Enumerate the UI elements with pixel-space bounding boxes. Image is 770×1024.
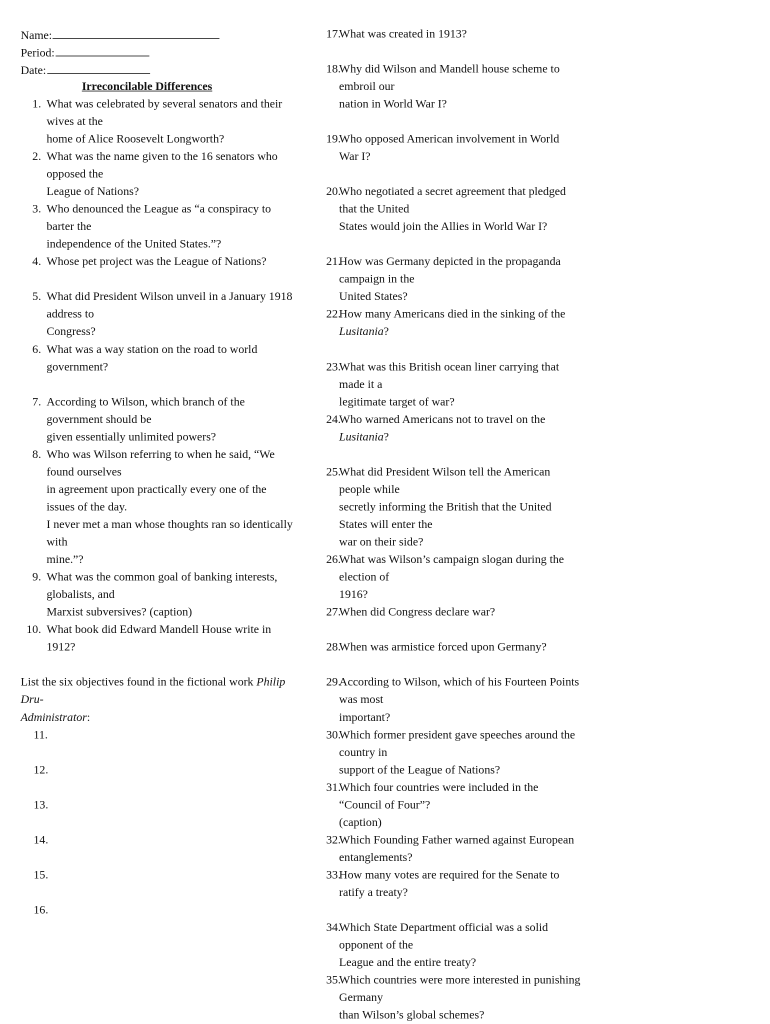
question-23: 23. What was this British ocean liner carrying that made it a legitimate target of war? [326,360,560,409]
name-blank[interactable] [53,25,220,39]
question-34: 34. Which State Department official was a solid opponent of the League and the entire treaty? [326,921,549,970]
question-20: 20. Who negotiated a secret agreement that pledged that the United States would join the Allies in World War I? [326,185,566,234]
question-35: 35. Which countries were more interested in punishing Germany than Wilson’s global schemes? [326,973,581,1022]
question-9: 9. What was the common goal of banking interests, globalists, and Marxist subversives? (caption) [32,570,278,619]
question-3: 3. Who denounced the League as “a conspiracy to barter the independence of the United States.”? [32,202,272,251]
question-33: 33. How many votes are required for the Senate to ratify a treaty? [326,868,560,900]
question-21: 21. How was Germany depicted in the propaganda campaign in the United States? [326,255,561,304]
question-2: 2. What was the name given to the 16 senators who opposed the League of Nations? [32,150,278,199]
question-7: 7. According to Wilson, which branch of the government should be given essentially unlimited powers? [32,395,245,444]
objective-14: 14. [33,833,49,847]
name-label: Name: [20,28,53,42]
objectives-instructions: List the six objectives found in the fictional work Philip Dru- Administrator: [20,675,286,724]
objective-15: 15. [33,868,49,882]
question-27: 27. When did Congress declare war? [326,605,496,619]
period-label: Period: [20,46,55,60]
objective-12: 12. [33,763,49,777]
objective-11: 11. [33,728,48,742]
date-blank[interactable] [47,60,150,74]
question-28: 28. When was armistice forced upon Germany? [326,640,547,654]
question-4: 4. Whose pet project was the League of Nations? [32,255,267,269]
question-30: 30. Which former president gave speeches around the country in support of the League of Nations? [326,728,576,777]
objective-13: 13. [33,798,49,812]
question-10: 10. What book did Edward Mandell House write in 1912? [26,623,272,654]
period-blank[interactable] [55,43,149,57]
question-6: 6. What was a way station on the road to world government? [32,342,258,374]
lusitania-title: Lusitania [339,325,384,339]
left-column [21,25,295,936]
question-25: 25. What did President Wilson tell the American people while secretly informing the British that the United States will enter the war on their side? [326,465,552,549]
date-line [21,60,295,78]
question-26: 26. What was Wilson’s campaign slogan during the election of 1916? [326,553,565,602]
question-29: 29. According to Wilson, which of his Fourteen Points was most important? [326,675,580,724]
date-label: Date: [20,64,47,77]
question-18: 18. Why did Wilson and Mandell house scheme to embroil our nation in World War I? [326,62,560,111]
question-31: 31. Which four countries were included in the “Council of Four”? (caption) [326,780,539,829]
question-24: 24. Who warned Americans not to travel on the Lusitania? [326,412,546,444]
period-line [21,43,295,61]
name-line [21,25,295,43]
question-1: 1. What was celebrated by several senators and their wives at the home of Alice Roosevelt Longworth? [32,97,283,146]
lusitania-title: Lusitania [339,430,384,444]
objective-16: 16. [33,903,49,917]
question-22: 22. How many Americans died in the sinking of the Lusitania? [326,307,566,339]
right-column [326,25,581,1024]
question-5: 5. What did President Wilson unveil in a January 1918 address to Congress? [32,290,293,339]
question-32: 32. Which Founding Father warned against European entanglements? [326,833,575,864]
worksheet-title: Irreconcilable Differences [81,80,213,93]
question-17: 17. What was created in 1913? [326,27,467,41]
question-19: 19. Who opposed American involvement in World War I? [326,132,560,164]
question-8: 8. Who was Wilson referring to when he said, “We found ourselves in agreement upon practically every one of the issues of the day. I never met a man whose thoughts ran so identically with mine.”? [32,448,293,567]
